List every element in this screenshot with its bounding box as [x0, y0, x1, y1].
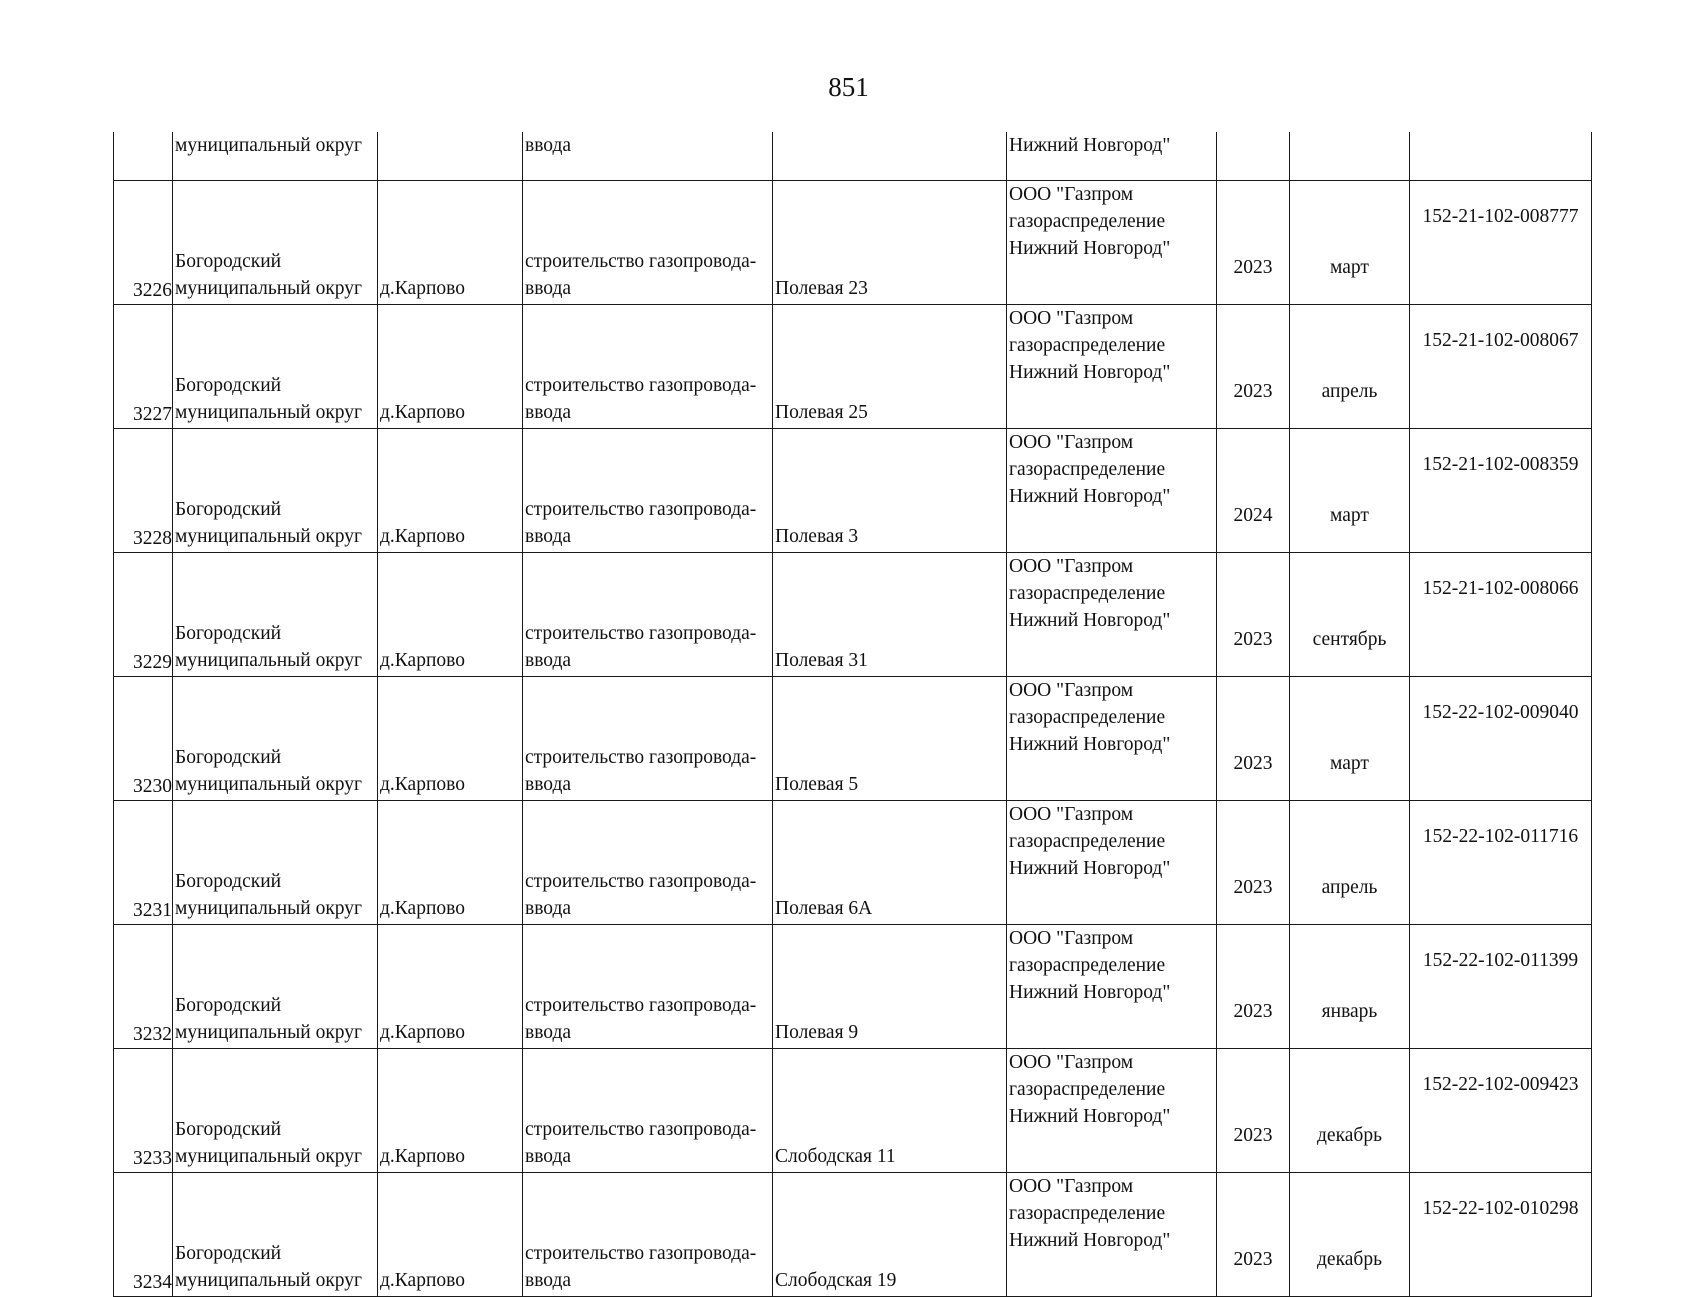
cell-code: 152-21-102-008066	[1410, 553, 1592, 677]
org-line-3: Нижний Новгород"	[1009, 1230, 1171, 1251]
cell-district	[173, 305, 378, 429]
cell-district	[173, 677, 378, 801]
org-line-3: Нижний Новгород"	[1009, 238, 1171, 259]
cell-settlement: д.Карпово	[378, 429, 523, 553]
cell-year: 2023	[1217, 305, 1290, 429]
cell-code: 152-21-102-008067	[1410, 305, 1592, 429]
cell-org: Нижний Новгород"	[1007, 132, 1217, 181]
org-line-2: газораспределение	[1009, 211, 1166, 232]
cell-work	[523, 677, 773, 801]
district-line-1: Богородский	[175, 871, 282, 892]
cell-district	[173, 1173, 378, 1297]
district-line-1: Богородский	[175, 623, 282, 644]
work-line-1: строительство газопровода-	[525, 499, 757, 520]
org-line-3: Нижний Новгород"	[1009, 610, 1171, 631]
cell-num: 3229	[114, 553, 173, 677]
district-line-2: муниципальный округ	[175, 650, 363, 671]
district-line-2: муниципальный округ	[175, 1022, 363, 1043]
cell-work: ввода	[523, 132, 773, 181]
work-line-1: строительство газопровода-	[525, 1243, 757, 1264]
work-line-2: ввода	[525, 774, 572, 795]
cell-num	[114, 132, 173, 181]
cell-district	[173, 801, 378, 925]
cell-work	[523, 925, 773, 1049]
page-number: 851	[828, 72, 869, 102]
cell-org	[1007, 801, 1217, 925]
cell-num: 3233	[114, 1049, 173, 1173]
cell-num: 3227	[114, 305, 173, 429]
cell-org	[1007, 429, 1217, 553]
cell-address: Слободская 11	[773, 1049, 1007, 1173]
cell-settlement: д.Карпово	[378, 677, 523, 801]
org-line-3: Нижний Новгород"	[1009, 982, 1171, 1003]
cell-settlement: д.Карпово	[378, 1173, 523, 1297]
table-row	[114, 305, 1592, 429]
cell-address: Полевая 23	[773, 181, 1007, 305]
cell-year: 2024	[1217, 429, 1290, 553]
cell-district	[173, 553, 378, 677]
district-line-1: Богородский	[175, 995, 282, 1016]
district-line-2: муниципальный округ	[175, 898, 363, 919]
org-line-3: Нижний Новгород"	[1009, 486, 1171, 507]
work-line-2: ввода	[525, 402, 572, 423]
cell-code: 152-21-102-008359	[1410, 429, 1592, 553]
cell-month: март	[1290, 181, 1410, 305]
cell-code: 152-22-102-011716	[1410, 801, 1592, 925]
org-line-1: ООО "Газпром	[1009, 680, 1134, 701]
org-line-2: газораспределение	[1009, 1079, 1166, 1100]
cell-num: 3228	[114, 429, 173, 553]
cell-district	[173, 1049, 378, 1173]
cell-org	[1007, 1173, 1217, 1297]
org-line-1: ООО "Газпром	[1009, 928, 1134, 949]
table-row	[114, 1049, 1592, 1173]
cell-work	[523, 181, 773, 305]
cell-year: 2023	[1217, 1049, 1290, 1173]
district-line-1: Богородский	[175, 1119, 282, 1140]
cell-settlement: д.Карпово	[378, 305, 523, 429]
district-line-1: Богородский	[175, 251, 282, 272]
org-line-2: газораспределение	[1009, 459, 1166, 480]
cell-work	[523, 429, 773, 553]
district-line-2: муниципальный округ	[175, 278, 363, 299]
district-line-2: муниципальный округ	[175, 526, 363, 547]
org-line-1: ООО "Газпром	[1009, 308, 1134, 329]
org-line-2: газораспределение	[1009, 955, 1166, 976]
cell-month: апрель	[1290, 801, 1410, 925]
cell-work	[523, 1049, 773, 1173]
district-line-1: Богородский	[175, 375, 282, 396]
table-row	[114, 181, 1592, 305]
cell-address	[773, 132, 1007, 181]
org-line-3: Нижний Новгород"	[1009, 1106, 1171, 1127]
cell-year: 2023	[1217, 677, 1290, 801]
org-line-1: ООО "Газпром	[1009, 556, 1134, 577]
cell-address: Полевая 3	[773, 429, 1007, 553]
org-line-1: ООО "Газпром	[1009, 804, 1134, 825]
org-line-1: ООО "Газпром	[1009, 184, 1134, 205]
cell-code: 152-22-102-009040	[1410, 677, 1592, 801]
table-row	[114, 801, 1592, 925]
cell-org	[1007, 181, 1217, 305]
cell-org	[1007, 677, 1217, 801]
cell-district	[173, 181, 378, 305]
district-line-1: Богородский	[175, 1243, 282, 1264]
cell-address: Слободская 19	[773, 1173, 1007, 1297]
work-line-2: ввода	[525, 650, 572, 671]
org-line-3: Нижний Новгород"	[1009, 734, 1171, 755]
cell-settlement: д.Карпово	[378, 553, 523, 677]
table-row	[114, 553, 1592, 677]
cell-month: декабрь	[1290, 1049, 1410, 1173]
org-line-3: Нижний Новгород"	[1009, 858, 1171, 879]
cell-address: Полевая 5	[773, 677, 1007, 801]
cell-settlement: д.Карпово	[378, 1049, 523, 1173]
cell-address: Полевая 31	[773, 553, 1007, 677]
work-line-1: строительство газопровода-	[525, 995, 757, 1016]
work-line-2: ввода	[525, 898, 572, 919]
cell-num: 3234	[114, 1173, 173, 1297]
cell-work	[523, 553, 773, 677]
cell-work	[523, 1173, 773, 1297]
work-line-1: строительство газопровода-	[525, 871, 757, 892]
org-line-1: ООО "Газпром	[1009, 432, 1134, 453]
cell-work	[523, 801, 773, 925]
district-line-2: муниципальный округ	[175, 1270, 363, 1291]
cell-district	[173, 429, 378, 553]
cell-code: 152-22-102-009423	[1410, 1049, 1592, 1173]
cell-num: 3232	[114, 925, 173, 1049]
district-line-2: муниципальный округ	[175, 402, 363, 423]
continuation-row	[114, 132, 1592, 181]
cell-org	[1007, 1049, 1217, 1173]
cell-district: муниципальный округ	[173, 132, 378, 181]
table-row	[114, 925, 1592, 1049]
work-line-2: ввода	[525, 1270, 572, 1291]
cell-num: 3230	[114, 677, 173, 801]
cell-settlement: д.Карпово	[378, 801, 523, 925]
org-line-2: газораспределение	[1009, 335, 1166, 356]
cell-district	[173, 925, 378, 1049]
cell-year: 2023	[1217, 925, 1290, 1049]
org-line-2: газораспределение	[1009, 831, 1166, 852]
work-line-1: строительство газопровода-	[525, 251, 757, 272]
cell-month: апрель	[1290, 305, 1410, 429]
work-line-1: строительство газопровода-	[525, 1119, 757, 1140]
org-line-2: газораспределение	[1009, 583, 1166, 604]
district-line-2: муниципальный округ	[175, 1146, 363, 1167]
org-line-2: газораспределение	[1009, 1203, 1166, 1224]
org-line-3: Нижний Новгород"	[1009, 362, 1171, 383]
cell-year: 2023	[1217, 181, 1290, 305]
org-line-2: газораспределение	[1009, 707, 1166, 728]
cell-address: Полевая 9	[773, 925, 1007, 1049]
work-line-2: ввода	[525, 1022, 572, 1043]
cell-year: 2023	[1217, 801, 1290, 925]
district-line-1: Богородский	[175, 747, 282, 768]
cell-code: 152-22-102-011399	[1410, 925, 1592, 1049]
org-line-1: ООО "Газпром	[1009, 1052, 1134, 1073]
cell-org	[1007, 305, 1217, 429]
work-line-1: строительство газопровода-	[525, 747, 757, 768]
cell-code: 152-21-102-008777	[1410, 181, 1592, 305]
cell-settlement: д.Карпово	[378, 181, 523, 305]
cell-address: Полевая 25	[773, 305, 1007, 429]
cell-org	[1007, 925, 1217, 1049]
cell-month: январь	[1290, 925, 1410, 1049]
cell-num: 3226	[114, 181, 173, 305]
work-line-1: строительство газопровода-	[525, 623, 757, 644]
cell-month: март	[1290, 429, 1410, 553]
cell-num: 3231	[114, 801, 173, 925]
gas-pipeline-registry-table	[113, 132, 1592, 1297]
work-line-2: ввода	[525, 278, 572, 299]
work-line-2: ввода	[525, 526, 572, 547]
table-row	[114, 677, 1592, 801]
cell-month: март	[1290, 677, 1410, 801]
cell-year: 2023	[1217, 1173, 1290, 1297]
cell-code: 152-22-102-010298	[1410, 1173, 1592, 1297]
district-line-2: муниципальный округ	[175, 774, 363, 795]
table-row	[114, 429, 1592, 553]
cell-year: 2023	[1217, 553, 1290, 677]
work-line-1: строительство газопровода-	[525, 375, 757, 396]
cell-month	[1290, 132, 1410, 181]
cell-org	[1007, 553, 1217, 677]
cell-settlement: д.Карпово	[378, 925, 523, 1049]
table-row	[114, 1173, 1592, 1297]
cell-code	[1410, 132, 1592, 181]
work-line-2: ввода	[525, 1146, 572, 1167]
cell-month: декабрь	[1290, 1173, 1410, 1297]
cell-year	[1217, 132, 1290, 181]
org-line-1: ООО "Газпром	[1009, 1176, 1134, 1197]
cell-settlement	[378, 132, 523, 181]
cell-address: Полевая 6А	[773, 801, 1007, 925]
cell-work	[523, 305, 773, 429]
district-line-1: Богородский	[175, 499, 282, 520]
cell-month: сентябрь	[1290, 553, 1410, 677]
